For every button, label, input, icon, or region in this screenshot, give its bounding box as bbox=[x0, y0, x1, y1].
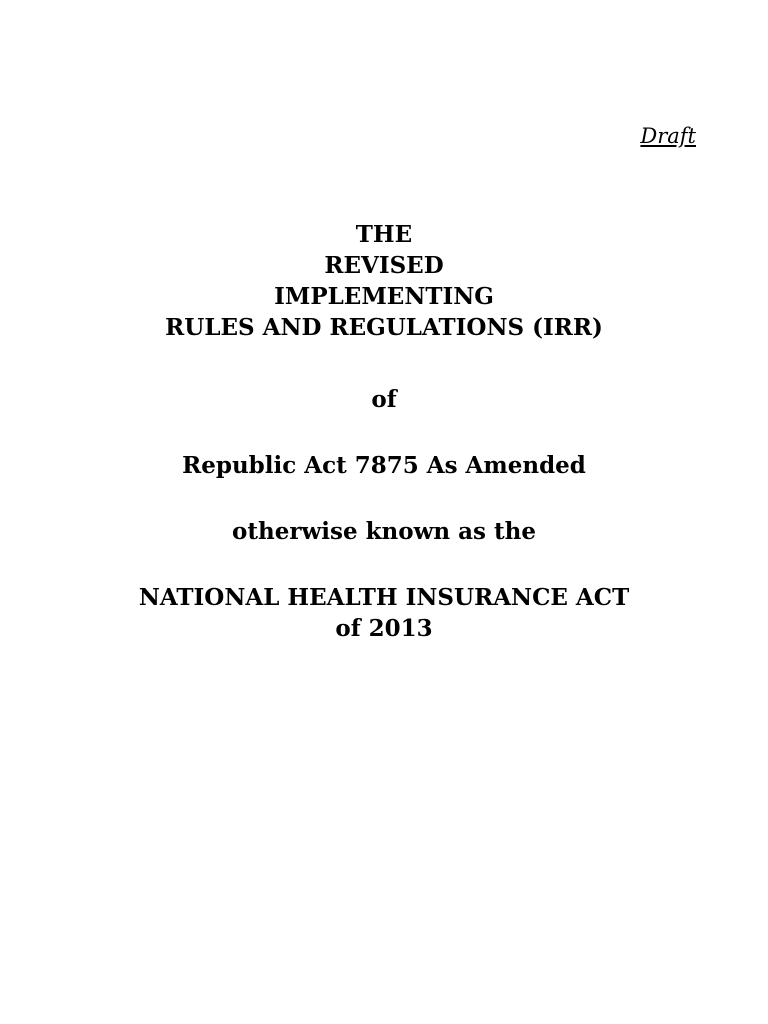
document-title bbox=[0, 219, 768, 343]
republic-act-line: Republic Act 7875 As Amended bbox=[182, 452, 586, 479]
act-name-line-1: NATIONAL HEALTH INSURANCE ACT bbox=[138, 584, 630, 611]
draft-label: Draft bbox=[640, 124, 696, 148]
title-line-rules-and-regulations: RULES AND REGULATIONS (IRR) bbox=[165, 314, 603, 341]
title-line-the: THE bbox=[355, 221, 413, 248]
title-line-revised: REVISED bbox=[324, 252, 444, 279]
title-line-implementing: IMPLEMENTING bbox=[274, 283, 494, 310]
act-name-line-2: of 2013 bbox=[335, 615, 433, 642]
act-name bbox=[0, 582, 768, 644]
otherwise-known-line: otherwise known as the bbox=[232, 518, 536, 545]
of-line: of bbox=[371, 386, 397, 413]
